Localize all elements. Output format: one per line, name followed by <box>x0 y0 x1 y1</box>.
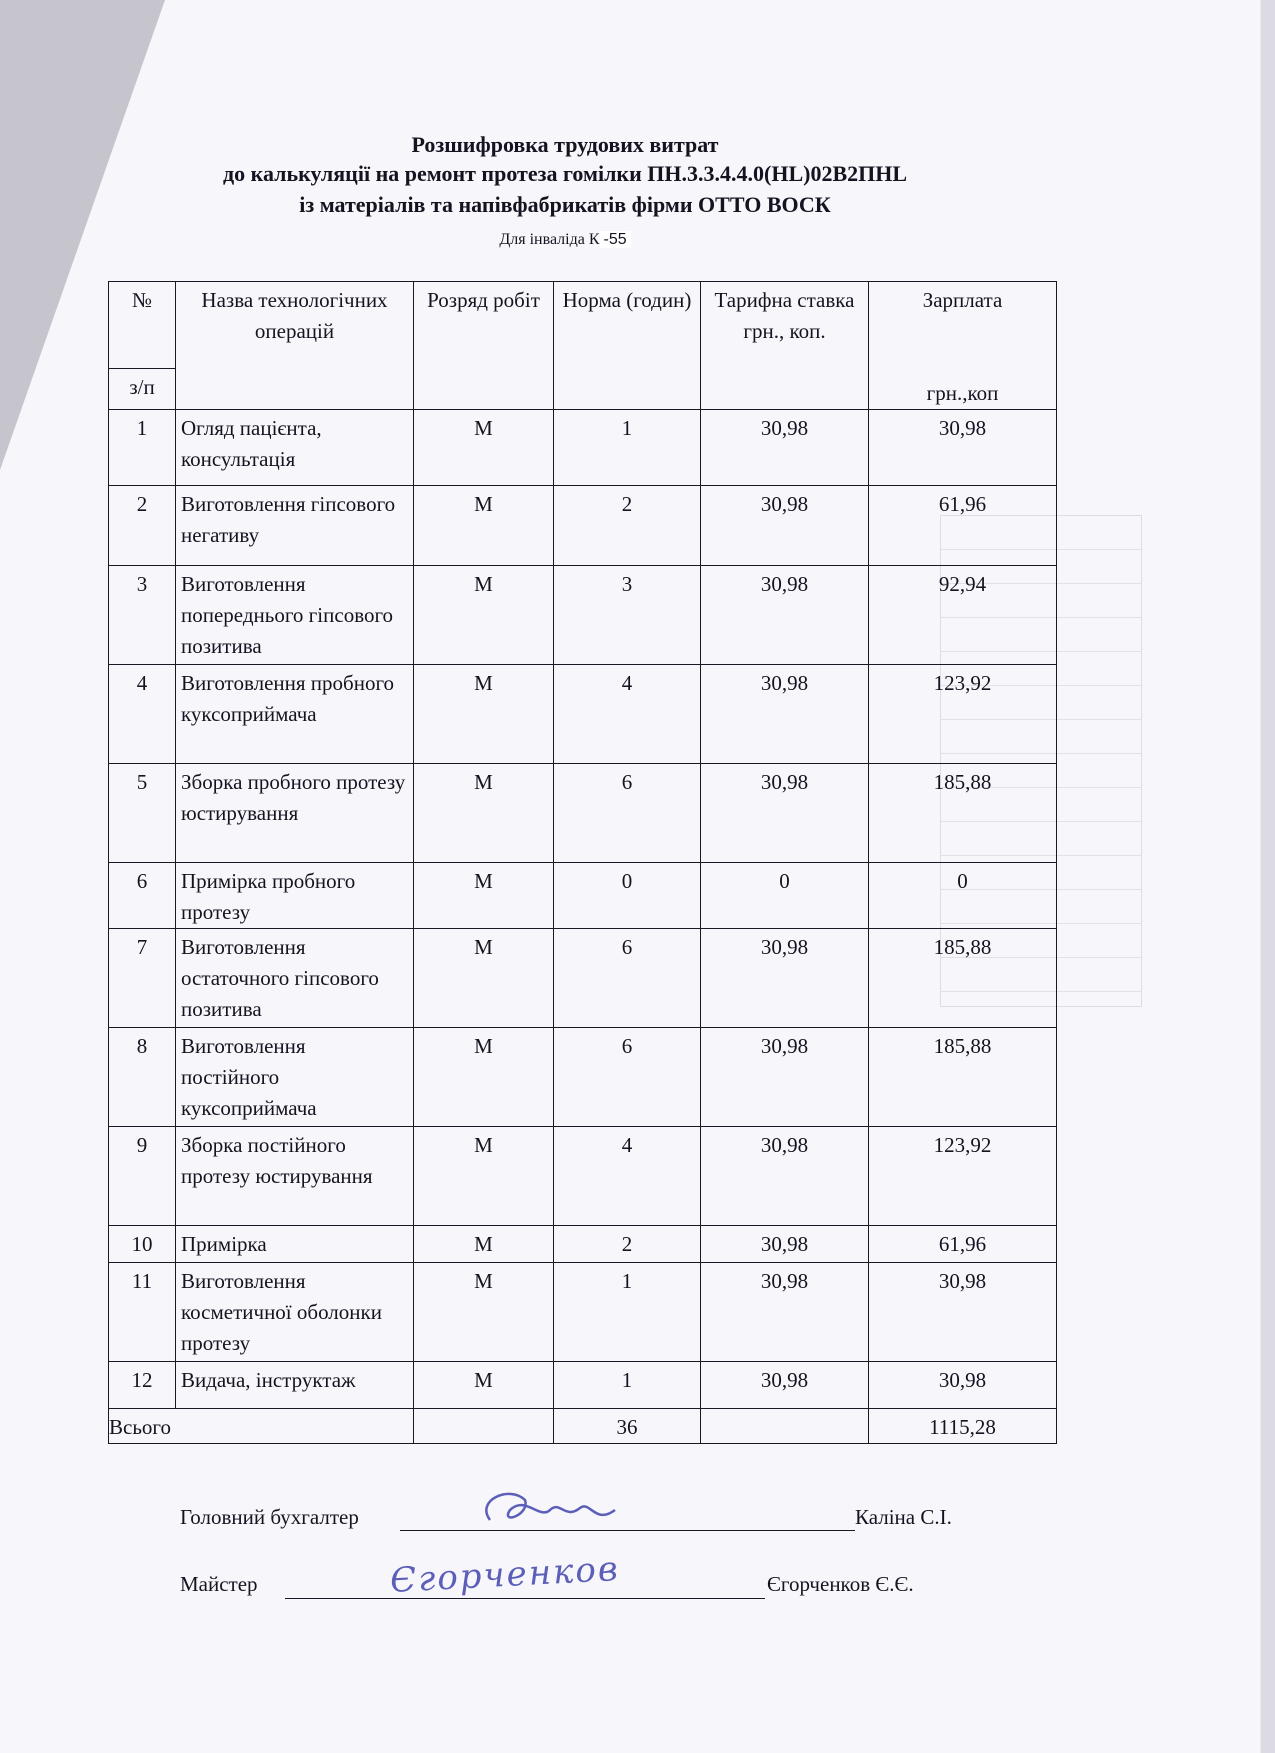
operation-name: Виготовлення гіпсового негативу <box>176 486 414 566</box>
row-number: 12 <box>109 1362 176 1409</box>
row-number: 3 <box>109 566 176 665</box>
work-grade: М <box>414 1028 554 1127</box>
header-salary-label: Зарплата <box>922 288 1003 312</box>
tariff-rate: 30,98 <box>701 410 869 486</box>
table-row <box>109 486 1057 566</box>
tariff-rate: 30,98 <box>701 764 869 863</box>
work-grade: М <box>414 764 554 863</box>
tariff-rate: 30,98 <box>701 1028 869 1127</box>
table-total-row <box>109 1409 1057 1444</box>
table-row <box>109 764 1057 863</box>
tariff-rate: 30,98 <box>701 1263 869 1362</box>
header-name: Назва технологічних операцій <box>176 282 414 410</box>
page-edge <box>1261 0 1275 1753</box>
row-number: 8 <box>109 1028 176 1127</box>
header-salary-unit: грн.,коп <box>926 381 999 405</box>
work-grade: М <box>414 929 554 1028</box>
table-header-row <box>109 282 1057 369</box>
work-grade: М <box>414 863 554 929</box>
subtitle-code: -55 <box>600 231 631 248</box>
tariff-rate: 30,98 <box>701 566 869 665</box>
norm-hours: 3 <box>554 566 701 665</box>
accountant-label: Головний бухгалтер <box>180 1505 359 1529</box>
tariff-rate: 30,98 <box>701 665 869 764</box>
header-num-sub: з/п <box>109 368 176 409</box>
work-grade: М <box>414 566 554 665</box>
table-row <box>109 929 1057 1028</box>
salary-amount: 92,94 <box>869 566 1057 665</box>
row-number: 4 <box>109 665 176 764</box>
table-row <box>109 1362 1057 1409</box>
salary-amount: 30,98 <box>869 1362 1057 1409</box>
norm-hours: 2 <box>554 486 701 566</box>
table-row <box>109 1127 1057 1226</box>
row-number: 1 <box>109 410 176 486</box>
master-signature-line <box>285 1598 765 1599</box>
row-number: 5 <box>109 764 176 863</box>
tariff-rate: 30,98 <box>701 486 869 566</box>
document-subtitle <box>0 231 1130 249</box>
salary-amount: 185,88 <box>869 764 1057 863</box>
subtitle-prefix: Для інваліда К <box>499 231 600 248</box>
tariff-rate: 30,98 <box>701 1127 869 1226</box>
norm-hours: 1 <box>554 1362 701 1409</box>
row-number: 7 <box>109 929 176 1028</box>
operation-name: Огляд пацієнта, консультація <box>176 410 414 486</box>
norm-hours: 2 <box>554 1226 701 1263</box>
salary-amount: 30,98 <box>869 410 1057 486</box>
operation-name: Виготовлення пробного куксоприймача <box>176 665 414 764</box>
work-grade: М <box>414 1226 554 1263</box>
tariff-rate: 30,98 <box>701 1226 869 1263</box>
norm-hours: 6 <box>554 764 701 863</box>
row-number: 6 <box>109 863 176 929</box>
total-norm: 36 <box>554 1409 701 1444</box>
total-grade-cell <box>414 1409 554 1444</box>
salary-amount: 61,96 <box>869 1226 1057 1263</box>
table-row <box>109 566 1057 665</box>
salary-amount: 123,92 <box>869 665 1057 764</box>
header-grade: Розряд робіт <box>414 282 554 410</box>
norm-hours: 1 <box>554 410 701 486</box>
tariff-rate: 0 <box>701 863 869 929</box>
operation-name: Примірка <box>176 1226 414 1263</box>
salary-amount: 61,96 <box>869 486 1057 566</box>
labor-cost-table <box>108 281 1057 1444</box>
header-salary <box>869 282 1057 410</box>
salary-amount: 185,88 <box>869 929 1057 1028</box>
work-grade: М <box>414 486 554 566</box>
work-grade: М <box>414 1127 554 1226</box>
operation-name: Зборка постійного протезу юстирування <box>176 1127 414 1226</box>
total-salary: 1115,28 <box>869 1409 1057 1444</box>
operation-name: Виготовлення постійного куксоприймача <box>176 1028 414 1127</box>
table-row <box>109 1028 1057 1127</box>
table-row <box>109 863 1057 929</box>
work-grade: М <box>414 665 554 764</box>
operation-name: Примірка пробного протезу <box>176 863 414 929</box>
norm-hours: 1 <box>554 1263 701 1362</box>
salary-amount: 30,98 <box>869 1263 1057 1362</box>
operation-name: Видача, інструктаж <box>176 1362 414 1409</box>
norm-hours: 0 <box>554 863 701 929</box>
operation-name: Зборка пробного протезу юстирування <box>176 764 414 863</box>
table-row <box>109 665 1057 764</box>
header-rate: Тарифна ставка грн., коп. <box>701 282 869 410</box>
document-title-line1: Розшифровка трудових витрат <box>411 132 719 157</box>
master-label: Майстер <box>180 1572 258 1596</box>
salary-amount: 123,92 <box>869 1127 1057 1226</box>
row-number: 11 <box>109 1263 176 1362</box>
norm-hours: 4 <box>554 665 701 764</box>
total-rate-cell <box>701 1409 869 1444</box>
master-signature: Єгорченков <box>389 1549 621 1601</box>
row-number: 10 <box>109 1226 176 1263</box>
document-title-line3: із матеріалів та напівфабрикатів фірми ОТТО ВОСК <box>299 192 831 217</box>
work-grade: М <box>414 1263 554 1362</box>
salary-amount: 0 <box>869 863 1057 929</box>
row-number: 2 <box>109 486 176 566</box>
operation-name: Виготовлення косметичної оболонки протезу <box>176 1263 414 1362</box>
norm-hours: 6 <box>554 1028 701 1127</box>
header-norm: Норма (годин) <box>554 282 701 410</box>
header-num: № <box>109 282 176 369</box>
master-name: Єгорченков Є.Є. <box>767 1572 914 1596</box>
row-number: 9 <box>109 1127 176 1226</box>
norm-hours: 6 <box>554 929 701 1028</box>
total-label: Всього <box>109 1409 414 1444</box>
tariff-rate: 30,98 <box>701 929 869 1028</box>
accountant-name: Каліна С.І. <box>855 1505 952 1529</box>
salary-amount: 185,88 <box>869 1028 1057 1127</box>
norm-hours: 4 <box>554 1127 701 1226</box>
table-row <box>109 1226 1057 1263</box>
work-grade: М <box>414 410 554 486</box>
document-title-line2: до калькуляції на ремонт протеза гомілки ПН.3.3.4.4.0(HL)02В2ПНL <box>222 161 908 186</box>
table-row <box>109 1263 1057 1362</box>
operation-name: Виготовлення остаточного гіпсового позитива <box>176 929 414 1028</box>
operation-name: Виготовлення попереднього гіпсового позитива <box>176 566 414 665</box>
accountant-signature <box>470 1480 630 1540</box>
tariff-rate: 30,98 <box>701 1362 869 1409</box>
table-row <box>109 410 1057 486</box>
work-grade: М <box>414 1362 554 1409</box>
